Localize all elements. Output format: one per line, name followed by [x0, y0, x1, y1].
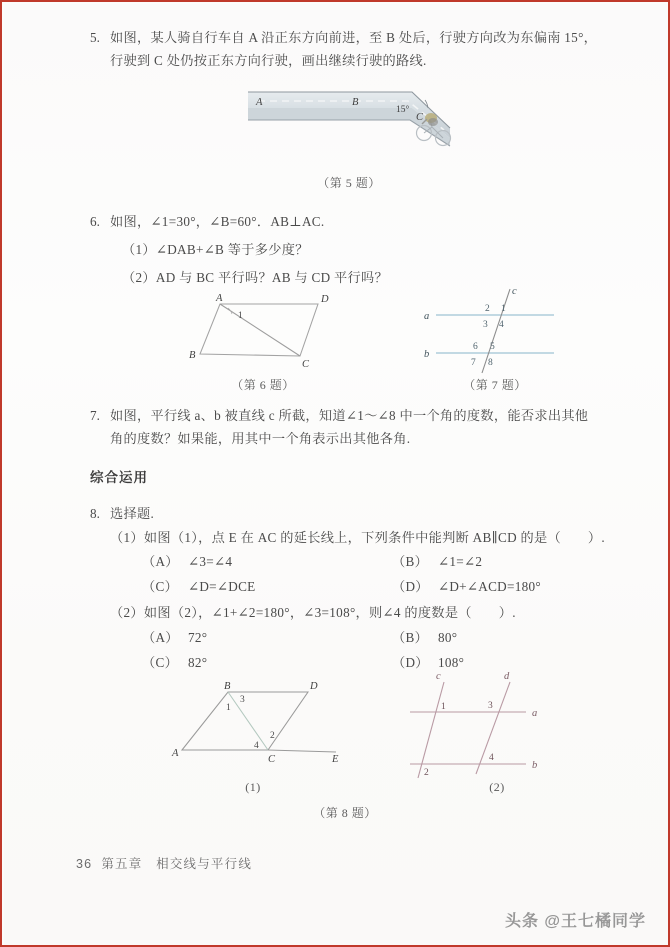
- figure-8-1-label-C: C: [268, 754, 276, 765]
- figure-5-label-B: B: [352, 97, 359, 108]
- figure-6-parallelogram: [200, 304, 318, 356]
- q8-p2-option-a-text: 72°: [188, 630, 208, 645]
- figure-8-2-label-d: d: [504, 671, 510, 682]
- figure-6-angle-1: 1: [238, 311, 243, 321]
- figure-8-1-angle-4: 4: [254, 741, 259, 751]
- figure-8-1: [172, 680, 342, 770]
- figure-8-1-label-E: E: [332, 754, 339, 765]
- figure-8-1-label-B: B: [224, 681, 231, 692]
- figure-5-angle-15: 15°: [396, 105, 410, 115]
- figure-8-2-angle-4: 4: [489, 753, 494, 763]
- q8-p1-option-b-text: ∠1=∠2: [438, 554, 483, 569]
- question-7-line-1: 如图，平行线 a、b 被直线 c 所截，知道∠1～∠8 中一个角的度数，能否求出其他: [110, 408, 589, 423]
- figure-7-angle-8: 8: [488, 358, 493, 368]
- question-7-number: 7.: [90, 408, 100, 423]
- question-5-line-1: 如图，某人骑自行车自 A 沿正东方向前进，至 B 处后，行驶方向改为东偏南 15°，: [110, 30, 598, 45]
- q8-p2-option-b-tag: （B）: [392, 630, 429, 645]
- figure-8-2-angle-3: 3: [488, 701, 493, 711]
- figure-7-label-a: a: [424, 311, 430, 322]
- figure-7-angle-6: 6: [473, 342, 478, 352]
- figure-6-diagonal-AC: [220, 304, 300, 356]
- figure-6-label-A: A: [216, 293, 223, 304]
- figure-8-1-angle-2: 2: [270, 731, 275, 741]
- page-content: [2, 2, 668, 945]
- figure-8-1-label-D: D: [310, 681, 318, 692]
- q8-p1-option-d-tag: （D）: [392, 579, 429, 594]
- figure-8-1-caption: (1): [245, 780, 261, 794]
- q8-p1-option-d-text: ∠D+∠ACD=180°: [438, 579, 541, 594]
- q8-p1-option-b-tag: （B）: [392, 554, 429, 569]
- q8-p2-option-d-text: 108°: [438, 655, 465, 670]
- figure-7-label-b: b: [424, 349, 430, 360]
- figure-6-label-B: B: [189, 350, 196, 361]
- q8-p1-option-c-text: ∠D=∠DCE: [188, 579, 256, 594]
- question-8-part2-stem: （2）如图（2），∠1+∠2=180°，∠3=108°，则∠4 的度数是（ ）.: [110, 605, 516, 620]
- figure-6-label-C: C: [302, 359, 310, 370]
- q8-p1-option-a-tag: （A）: [142, 554, 179, 569]
- figure-5-label-C: C: [416, 112, 424, 123]
- q8-p2-option-c-tag: （C）: [142, 655, 179, 670]
- question-6-number: 6.: [90, 214, 100, 229]
- q8-p1-option-c-tag: （C）: [142, 579, 179, 594]
- question-6-line-1: 如图，∠1=30°，∠B=60°．AB⊥AC.: [110, 214, 325, 229]
- figure-7: [422, 285, 582, 375]
- figure-8-2: [400, 670, 570, 780]
- figure-7-angle-4: 4: [499, 320, 504, 330]
- figure-8-1-parallelogram: [182, 692, 308, 750]
- q8-p2-option-b-text: 80°: [438, 630, 458, 645]
- figure-8-2-label-a: a: [532, 708, 538, 719]
- q8-p1-option-a-text: ∠3=∠4: [188, 554, 233, 569]
- q8-p2-option-a-tag: （A）: [142, 630, 179, 645]
- q8-p2-option-d-tag: （D）: [392, 655, 429, 670]
- figure-7-angle-3: 3: [483, 320, 488, 330]
- figure-7-angle-1: 1: [501, 304, 506, 314]
- question-8-title: 选择题.: [110, 506, 155, 521]
- figure-7-transversal-c: [482, 289, 510, 373]
- question-8-part1-stem: （1）如图（1），点 E 在 AC 的延长线上，下列条件中能判断 AB∥CD 的是（ ）.: [110, 530, 606, 545]
- q8-p2-option-c-text: 82°: [188, 655, 208, 670]
- page-footer: [76, 854, 252, 872]
- figure-6-caption: （第 6 题）: [231, 378, 295, 392]
- figure-5-label-A: A: [256, 97, 263, 108]
- figure-8-1-segment-CE: [268, 750, 336, 752]
- figure-7-caption: （第 7 题）: [463, 378, 527, 392]
- figure-5-caption: （第 5 题）: [317, 176, 381, 190]
- figure-8-1-label-A: A: [172, 748, 179, 759]
- footer-page-number: 36: [76, 857, 93, 871]
- figure-8-2-angle-1: 1: [441, 702, 446, 712]
- figure-8-2-label-b: b: [532, 760, 538, 771]
- figure-6-label-D: D: [321, 294, 329, 305]
- question-8-number: 8.: [90, 506, 100, 521]
- figure-8-1-angle-1: 1: [226, 703, 231, 713]
- figure-8-caption: （第 8 题）: [313, 806, 377, 820]
- figure-7-label-c: c: [512, 286, 517, 297]
- question-5-number: 5.: [90, 30, 100, 45]
- figure-7-angle-5: 5: [490, 342, 495, 352]
- figure-8-2-label-c: c: [436, 671, 441, 682]
- question-5-line-2: 行驶到 C 处仍按正东方向行驶，画出继续行驶的路线.: [110, 53, 427, 68]
- figure-5: [244, 86, 454, 161]
- question-6-sub-2: （2）AD 与 BC 平行吗？AB 与 CD 平行吗？: [122, 270, 389, 285]
- watermark: 头条 @王七橘同学: [504, 913, 646, 930]
- figure-8-1-segment-BC: [228, 692, 268, 750]
- question-6-sub-1: （1）∠DAB+∠B 等于多少度？: [122, 242, 309, 257]
- figure-8-2-angle-2: 2: [424, 768, 429, 778]
- figure-7-angle-7: 7: [471, 358, 476, 368]
- figure-7-angle-2: 2: [485, 304, 490, 314]
- footer-chapter-title: 第五章 相交线与平行线: [101, 857, 253, 871]
- question-7-line-2: 角的度数？如果能，用其中一个角表示出其他各角.: [110, 431, 411, 446]
- figure-8-1-angle-3: 3: [240, 695, 245, 705]
- figure-8-2-caption: (2): [489, 780, 505, 794]
- section-heading-comprehensive: 综合运用: [90, 470, 148, 485]
- figure-6: [188, 294, 338, 369]
